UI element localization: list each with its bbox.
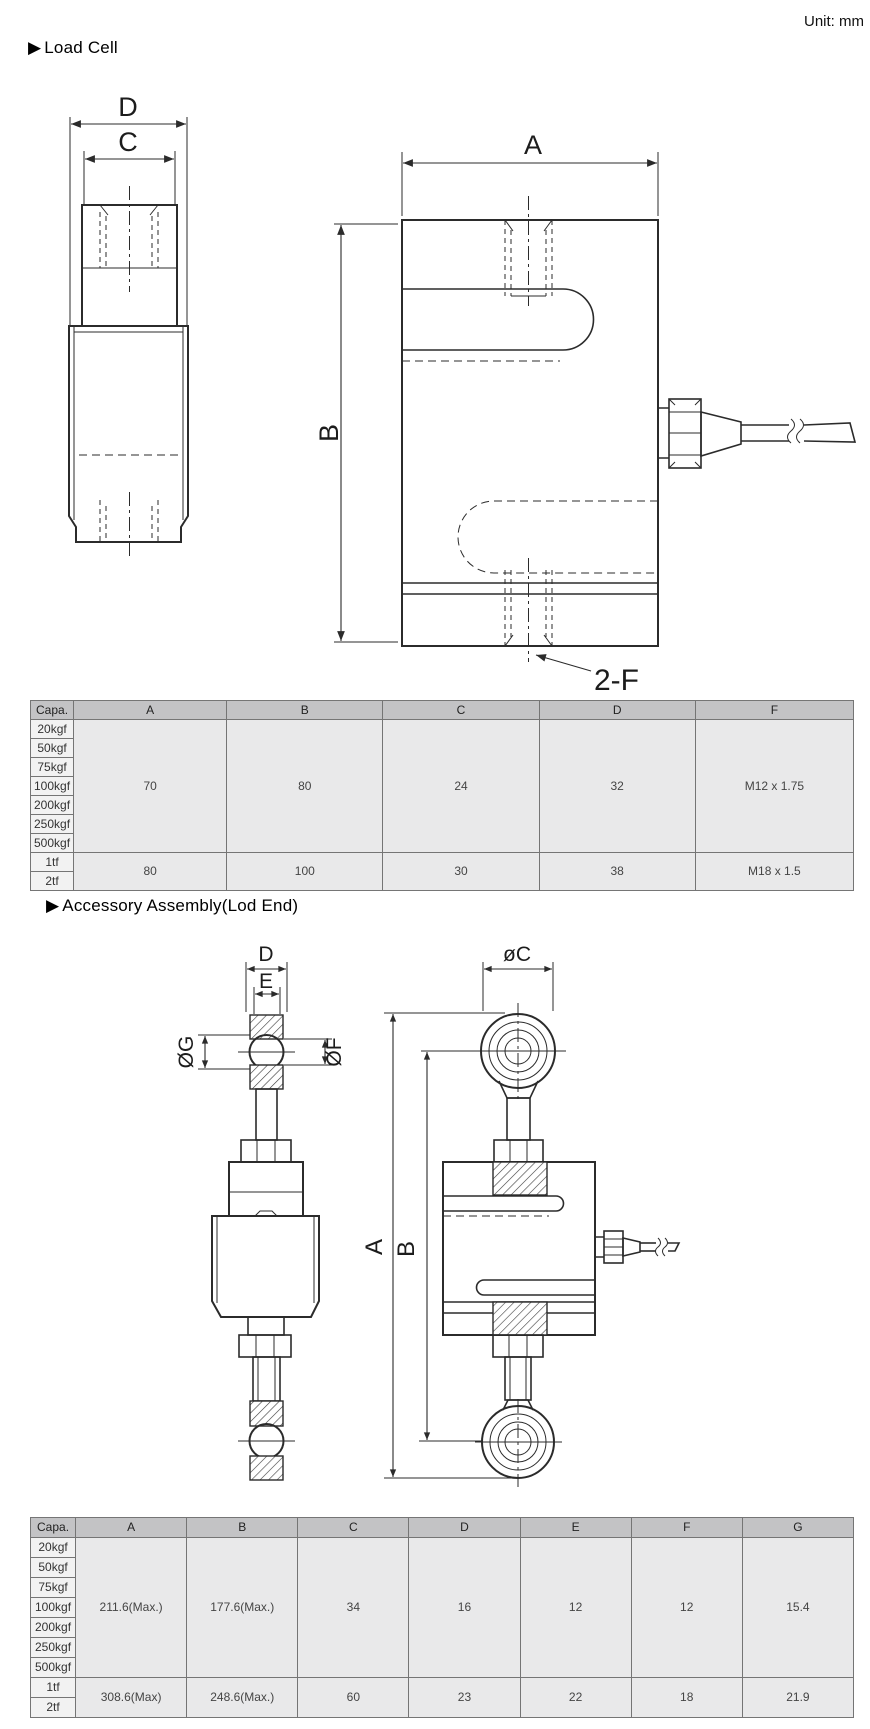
thread-callout-label: 2-F — [594, 664, 639, 697]
capacity-cell: 20kgf — [31, 1538, 76, 1558]
col-header-f: F — [631, 1518, 742, 1538]
table-row — [31, 1678, 854, 1698]
dim-label-d: D — [118, 92, 138, 122]
dim-label-c: C — [118, 127, 138, 157]
value-cell-c: 60 — [298, 1678, 409, 1718]
col-header-a: A — [74, 701, 227, 720]
value-cell-b: 80 — [227, 720, 383, 853]
dim-label-b: B — [393, 1240, 420, 1258]
value-cell-c: 30 — [383, 853, 539, 891]
capacity-cell: 2tf — [31, 872, 74, 891]
capacity-cell: 100kgf — [31, 777, 74, 796]
dim-label-g: ØG — [175, 1035, 198, 1069]
capacity-cell: 200kgf — [31, 796, 74, 815]
table-row — [31, 853, 854, 872]
dim-label-c: øC — [503, 943, 531, 966]
dim-label-e: E — [258, 970, 274, 993]
col-header-capa: Capa. — [31, 701, 74, 720]
col-header-e: E — [520, 1518, 631, 1538]
assembly-front-view — [175, 943, 346, 1480]
triangle-bullet-icon: ▶ — [28, 38, 42, 57]
capacity-cell: 75kgf — [31, 758, 74, 777]
value-cell-b: 177.6(Max.) — [187, 1538, 298, 1678]
value-cell-d: 32 — [539, 720, 695, 853]
section-title-text: Load Cell — [44, 38, 118, 57]
table-row — [31, 720, 854, 739]
col-header-g: G — [742, 1518, 853, 1538]
dim-label-d: D — [258, 943, 274, 966]
capacity-cell: 50kgf — [31, 739, 74, 758]
col-header-b: B — [187, 1518, 298, 1538]
cable — [595, 1231, 679, 1263]
value-cell-d: 23 — [409, 1678, 520, 1718]
table-header-row — [31, 701, 854, 720]
dim-label-f: ØF — [323, 1037, 346, 1067]
value-cell-b: 248.6(Max.) — [187, 1678, 298, 1718]
section-title-text: Accessory Assembly(Lod End) — [62, 896, 299, 915]
value-cell-f: 18 — [631, 1678, 742, 1718]
dim-label-b: B — [314, 423, 344, 443]
value-cell-g: 15.4 — [742, 1538, 853, 1678]
cable-gland — [658, 399, 741, 468]
col-header-c: C — [383, 701, 539, 720]
col-header-c: C — [298, 1518, 409, 1538]
unit-label: Unit: mm — [804, 13, 864, 30]
col-header-a: A — [76, 1518, 187, 1538]
col-header-capa: Capa. — [31, 1518, 76, 1538]
capacity-cell: 500kgf — [31, 1658, 76, 1678]
capacity-cell: 20kgf — [31, 720, 74, 739]
value-cell-f: M12 x 1.75 — [695, 720, 853, 853]
assembly-side-view — [361, 943, 679, 1487]
value-cell-f: M18 x 1.5 — [695, 853, 853, 891]
value-cell-c: 24 — [383, 720, 539, 853]
value-cell-a: 211.6(Max.) — [76, 1538, 187, 1678]
value-cell-b: 100 — [227, 853, 383, 891]
capacity-cell: 1tf — [31, 853, 74, 872]
thread-callout-arrow — [536, 655, 591, 671]
value-cell-d: 38 — [539, 853, 695, 891]
value-cell-e: 12 — [520, 1538, 631, 1678]
value-cell-a: 70 — [74, 720, 227, 853]
value-cell-d: 16 — [409, 1538, 520, 1678]
triangle-bullet-icon: ▶ — [46, 896, 60, 915]
value-cell-a: 308.6(Max) — [76, 1678, 187, 1718]
capacity-cell: 200kgf — [31, 1618, 76, 1638]
value-cell-c: 34 — [298, 1538, 409, 1678]
load-cell-front-view — [69, 92, 188, 560]
capacity-cell: 1tf — [31, 1678, 76, 1698]
dim-label-a: A — [361, 1238, 388, 1256]
section-title-accessory-assembly — [46, 896, 298, 916]
accessory-dimension-table — [30, 1517, 854, 1718]
col-header-d: D — [539, 701, 695, 720]
value-cell-a: 80 — [74, 853, 227, 891]
dim-label-a: A — [523, 130, 543, 160]
load-cell-drawing — [30, 92, 860, 700]
capacity-cell: 250kgf — [31, 815, 74, 834]
section-title-load-cell — [28, 38, 118, 58]
value-cell-f: 12 — [631, 1538, 742, 1678]
col-header-b: B — [227, 701, 383, 720]
value-cell-e: 22 — [520, 1678, 631, 1718]
table-header-row — [31, 1518, 854, 1538]
cable — [741, 419, 855, 443]
load-cell-side-view — [314, 130, 855, 697]
table-row — [31, 1538, 854, 1558]
capacity-cell: 75kgf — [31, 1578, 76, 1598]
capacity-cell: 500kgf — [31, 834, 74, 853]
col-header-d: D — [409, 1518, 520, 1538]
capacity-cell: 100kgf — [31, 1598, 76, 1618]
accessory-assembly-drawing — [140, 945, 720, 1495]
capacity-cell: 250kgf — [31, 1638, 76, 1658]
value-cell-g: 21.9 — [742, 1678, 853, 1718]
col-header-f: F — [695, 701, 853, 720]
capacity-cell: 50kgf — [31, 1558, 76, 1578]
capacity-cell: 2tf — [31, 1698, 76, 1718]
load-cell-dimension-table — [30, 700, 854, 891]
